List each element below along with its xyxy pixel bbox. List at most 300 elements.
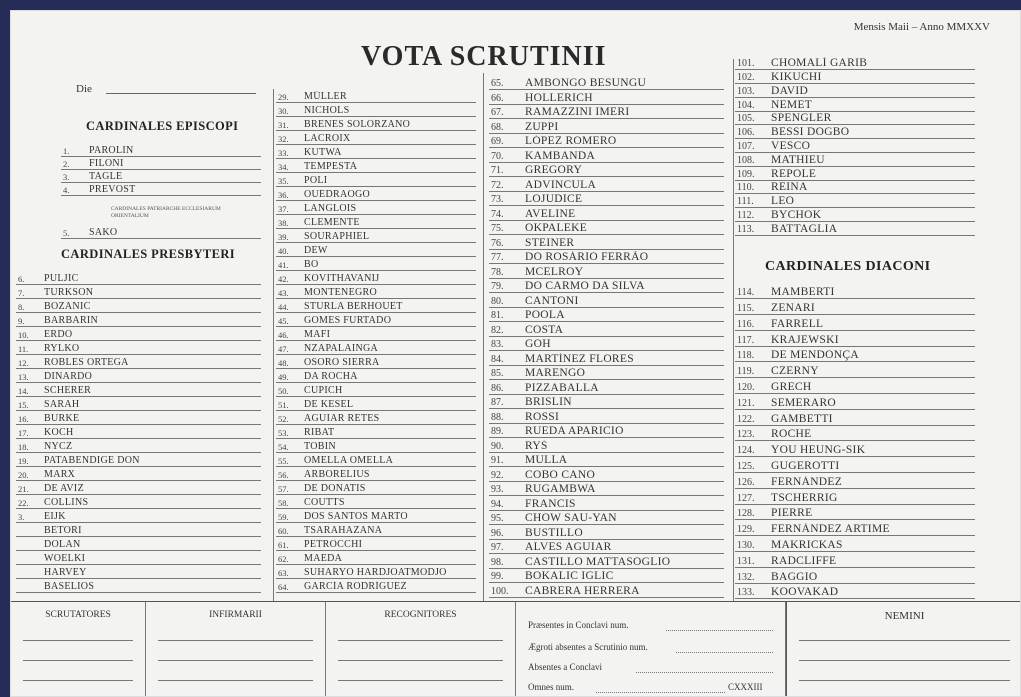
row-number: 14. — [18, 386, 29, 396]
cardinal-name: MULLA — [525, 454, 568, 467]
cardinal-name: OKPALEKE — [525, 222, 588, 235]
row-number: 65. — [491, 78, 504, 90]
cardinal-name: LÓPEZ ROMERO — [525, 135, 617, 148]
cardinal-name: DEW — [304, 245, 328, 256]
signature-line[interactable] — [799, 640, 1010, 641]
cardinal-name: CABRERA HERRERA — [525, 584, 640, 597]
cardinal-name: BASELIOS — [44, 581, 95, 592]
row-number: 72. — [491, 179, 504, 191]
signature-line[interactable] — [23, 640, 133, 641]
list-row[interactable] — [735, 424, 975, 441]
cardinal-name: POOLA — [525, 309, 565, 322]
cardinal-name: TSARAHAZANA — [304, 525, 383, 536]
row-number: 3. — [63, 172, 70, 182]
cardinal-name: AGUIAR RETES — [304, 413, 380, 424]
cardinal-name: CUPICH — [304, 385, 343, 396]
row-number: 130. — [737, 539, 755, 551]
patriarch-note: CARDINALES PATRIARCHE ECCLESIARUM ORIENTALIUM — [111, 206, 221, 219]
row-number: 125. — [737, 460, 755, 472]
row-number: 18. — [18, 442, 29, 452]
list-row[interactable] — [735, 503, 975, 520]
list-row[interactable] — [735, 456, 975, 473]
row-number: 47. — [278, 344, 289, 354]
cardinal-name: COSTA — [525, 323, 564, 336]
cardinal-name: WOELKI — [44, 553, 86, 564]
row-number: 17. — [18, 428, 29, 438]
cardinal-name: TURKSON — [44, 287, 94, 298]
cardinal-name: REINA — [771, 181, 808, 194]
cardinal-name: GAMBETTI — [771, 412, 833, 425]
cardinal-name: NEMET — [771, 98, 813, 111]
row-number: 69. — [491, 136, 504, 148]
row-number: 131. — [737, 555, 755, 567]
row-number: 78. — [491, 266, 504, 278]
row-number: 45. — [278, 316, 289, 326]
row-number: 53. — [278, 428, 289, 438]
row-number: 129. — [737, 524, 755, 536]
aegroti-label: Ægroti absentes a Scrutinio num. — [528, 642, 648, 652]
row-number: 66. — [491, 92, 504, 104]
cardinal-name: RAMAZZINI IMERI — [525, 106, 630, 119]
cardinal-name: CHOW SAU-YAN — [525, 512, 617, 525]
cardinal-name: AVELINE — [525, 207, 576, 220]
cardinal-name: HARVEY — [44, 567, 87, 578]
cardinal-name: MAKRICKAS — [771, 538, 843, 551]
signature-line[interactable] — [158, 660, 313, 661]
cardinal-name: KRAJEWSKI — [771, 333, 839, 346]
row-number: 99. — [491, 571, 504, 583]
recognitores-label: RECOGNITORES — [384, 610, 457, 620]
cardinal-name: FERNÁNDEZ — [771, 475, 843, 488]
cardinal-name: BARBARIN — [44, 315, 99, 326]
row-number: 21. — [18, 484, 29, 494]
cardinal-name: PIERRE — [771, 507, 813, 520]
row-number: 101. — [737, 58, 755, 70]
row-number: 119. — [737, 366, 755, 378]
row-number: 100. — [491, 585, 509, 597]
row-number: 111. — [737, 196, 754, 208]
row-number: 62. — [278, 554, 289, 564]
cardinal-name: MAMBERTI — [771, 286, 835, 299]
row-number: 9. — [18, 316, 25, 326]
cardinal-name: ADVINCULA — [525, 178, 597, 191]
cardinal-name: CANTONI — [525, 294, 579, 307]
cardinal-name: BETORI — [44, 525, 82, 536]
cardinal-name: EIJK — [44, 511, 66, 522]
infirmarii-box — [146, 602, 326, 697]
cardinal-name: DE MENDONÇA — [771, 349, 859, 362]
aegroti-field[interactable] — [676, 652, 773, 653]
row-number: 55. — [278, 456, 289, 466]
row-number: 36. — [278, 190, 289, 200]
cardinal-name: YOU HEUNG-SIK — [771, 444, 866, 457]
cardinal-name: MÜLLER — [304, 91, 347, 102]
cardinal-name: PULJIĆ — [44, 273, 79, 284]
cardinal-name: PETROCCHI — [304, 539, 363, 550]
row-number: 67. — [491, 107, 504, 119]
row-number: 48. — [278, 358, 289, 368]
row-number: 11. — [18, 344, 29, 354]
column-1 — [18, 11, 261, 601]
cardinal-name: MARENGO — [525, 367, 586, 380]
cardinal-name: SAKO — [89, 227, 118, 238]
list-row[interactable] — [735, 582, 975, 599]
row-number: 61. — [278, 540, 289, 550]
cardinal-name: BOKALIC IGLIC — [525, 570, 614, 583]
row-number: 122. — [737, 413, 755, 425]
cardinal-name: LEO — [771, 195, 795, 208]
row-number: 110. — [737, 182, 755, 194]
row-number: 38. — [278, 218, 289, 228]
cardinal-name: ZENARI — [771, 301, 815, 314]
cardinal-name: COLLINS — [44, 497, 89, 508]
cardinal-name: DO ROSÁRIO FERRÃO — [525, 251, 649, 264]
cardinal-name: TOBIN — [304, 441, 336, 452]
cardinal-name: SARAH — [44, 399, 80, 410]
recognitores-box — [326, 602, 516, 697]
row-number: 80. — [491, 295, 504, 307]
row-number: 7. — [18, 288, 25, 298]
signature-line[interactable] — [158, 640, 313, 641]
row-number: 128. — [737, 508, 755, 520]
list-row[interactable] — [735, 298, 975, 315]
column-4 — [735, 11, 975, 601]
row-number: 133. — [737, 587, 755, 599]
cardinal-name: COUTTS — [304, 497, 345, 508]
row-number: 12. — [18, 358, 29, 368]
cardinal-name: SPENGLER — [771, 112, 832, 125]
row-number: 95. — [491, 513, 504, 525]
row-number: 2. — [63, 159, 70, 169]
cardinal-name: PIZZABALLA — [525, 381, 599, 394]
cardinal-name: BRISLIN — [525, 396, 572, 409]
row-number: 56. — [278, 470, 289, 480]
list-row[interactable] — [276, 577, 476, 593]
row-number: 43. — [278, 288, 289, 298]
cardinal-name: GOMES FURTADO — [304, 315, 392, 326]
row-number: 96. — [491, 527, 504, 539]
row-number: 104. — [737, 99, 755, 111]
diaconi-heading: CARDINALES DIACONI — [765, 259, 931, 274]
cardinal-name: BOZANIĆ — [44, 301, 91, 312]
cardinal-name: MATHIEU — [771, 153, 825, 166]
list-row[interactable] — [735, 393, 975, 410]
row-number: 115. — [737, 302, 755, 314]
row-number: 84. — [491, 353, 504, 365]
row-number: 39. — [278, 232, 289, 242]
row-number: 132. — [737, 571, 755, 583]
tally-box — [516, 602, 786, 697]
month-year: Mensis Maii – Anno MMXXV — [853, 21, 990, 33]
row-number: 124. — [737, 445, 755, 457]
row-number: 30. — [278, 106, 289, 116]
list-row[interactable] — [489, 581, 724, 598]
cardinal-name: BUSTILLO — [525, 526, 583, 539]
cardinal-name: ALVES AGUIAR — [525, 541, 612, 554]
row-number: 29. — [278, 92, 289, 102]
row-number: 54. — [278, 442, 289, 452]
list-row[interactable] — [735, 487, 975, 504]
list-row[interactable] — [735, 472, 975, 489]
signature-line[interactable] — [799, 680, 1010, 681]
cardinal-name: SOURAPHIEL — [304, 231, 370, 242]
row-number: 22. — [18, 498, 29, 508]
cardinal-name: CASTILLO MATTASOGLIO — [525, 555, 671, 568]
cardinal-name: BESSI DOGBO — [771, 126, 850, 139]
row-number: 15. — [18, 400, 29, 410]
row-number: 127. — [737, 492, 755, 504]
row-number: 13. — [18, 372, 29, 382]
row-number: 91. — [491, 455, 504, 467]
row-number: 1. — [63, 146, 70, 156]
nemini-box — [786, 602, 1021, 697]
cardinal-name: RIBAT — [304, 427, 335, 438]
row-number: 105. — [737, 113, 755, 125]
list-row[interactable] — [735, 219, 975, 236]
row-number: 107. — [737, 140, 755, 152]
cardinal-name: ERDŐ — [44, 329, 73, 340]
row-number: 86. — [491, 382, 504, 394]
cardinal-name: PAROLIN — [89, 145, 134, 156]
cardinal-name: GUGEROTTI — [771, 459, 840, 472]
list-row[interactable] — [735, 377, 975, 394]
page-title: VOTA SCRUTINII — [361, 41, 607, 72]
row-number: 90. — [491, 440, 504, 452]
cardinal-name: RYLKO — [44, 343, 80, 354]
list-row[interactable] — [61, 223, 261, 239]
list-row[interactable] — [735, 566, 975, 583]
nemini-label: NEMINI — [884, 610, 925, 622]
cardinal-name: BYCHOK — [771, 208, 822, 221]
row-number: 31. — [278, 120, 289, 130]
row-number: 71. — [491, 165, 504, 177]
cardinal-name: NYCZ — [44, 441, 73, 452]
absentes-field[interactable] — [636, 672, 773, 673]
row-number: 40. — [278, 246, 289, 256]
cardinal-name: DE AVIZ — [44, 483, 84, 494]
row-number: 5. — [63, 228, 70, 238]
cardinal-name: GRECH — [771, 380, 812, 393]
row-number: 88. — [491, 411, 504, 423]
presbyteri-heading: CARDINALES PRESBYTERI — [61, 247, 236, 261]
row-number: 41. — [278, 260, 289, 270]
row-number: 92. — [491, 469, 504, 481]
row-number: 120. — [737, 381, 755, 393]
omnes-field[interactable] — [596, 692, 725, 693]
cardinal-name: PATABENDIGE DON — [44, 455, 140, 466]
cardinal-name: DOLAN — [44, 539, 81, 550]
cardinal-name: HOLLERICH — [525, 91, 593, 104]
signature-line[interactable] — [23, 660, 133, 661]
list-row[interactable] — [735, 329, 975, 346]
list-row[interactable] — [735, 314, 975, 331]
cardinal-name: NICHOLS — [304, 105, 350, 116]
cardinal-name: CHOMALÍ GARIB — [771, 57, 868, 70]
row-number: 74. — [491, 208, 504, 220]
row-number: 94. — [491, 498, 504, 510]
cardinal-name: FRANCIS — [525, 497, 576, 510]
row-number: 97. — [491, 542, 504, 554]
infirmarii-label: INFIRMARII — [209, 610, 262, 620]
cardinal-name: LOJUDICE — [525, 193, 583, 206]
cardinal-name: RUEDA APARICIO — [525, 425, 624, 438]
row-number: 108. — [737, 154, 755, 166]
cardinal-name: OSORO SIERRA — [304, 357, 380, 368]
row-number: 118. — [737, 350, 755, 362]
cardinal-name: ARBORELIUS — [304, 469, 370, 480]
row-number: 57. — [278, 484, 289, 494]
cardinal-name: SUHARYO HARDJOATMODJO — [304, 567, 447, 578]
divider — [483, 73, 484, 601]
cardinal-name: FERNÁNDEZ ARTIME — [771, 523, 890, 536]
row-number: 51. — [278, 400, 289, 410]
signature-line[interactable] — [338, 680, 503, 681]
cardinal-name: DA ROCHA — [304, 371, 358, 382]
cardinal-name: MARTÍNEZ FLORES — [525, 352, 634, 365]
cardinal-name: REPOLE — [771, 167, 817, 180]
cardinal-name: BRENES SOLÓRZANO — [304, 119, 411, 130]
signature-line[interactable] — [799, 660, 1010, 661]
cardinal-name: DAVID — [771, 84, 809, 97]
list-row[interactable] — [735, 535, 975, 552]
list-row[interactable] — [735, 519, 975, 536]
cardinal-name: BAGGIO — [771, 570, 818, 583]
row-number: 82. — [491, 324, 504, 336]
row-number: 87. — [491, 397, 504, 409]
cardinal-name: DINARDO — [44, 371, 93, 382]
row-number: 121. — [737, 397, 755, 409]
row-number: 113. — [737, 223, 755, 235]
row-number: 20. — [18, 470, 29, 480]
row-number: 109. — [737, 168, 755, 180]
row-number: 46. — [278, 330, 289, 340]
cardinal-name: DE KESEL — [304, 399, 354, 410]
cardinal-name: NZAPALAINGA — [304, 343, 379, 354]
cardinal-name: DO CARMO DA SILVA — [525, 280, 645, 293]
list-row[interactable] — [735, 551, 975, 568]
row-number: 102. — [737, 71, 755, 83]
cardinal-name: ROBLES ORTEGA — [44, 357, 129, 368]
presentes-field[interactable] — [666, 630, 773, 631]
list-row[interactable] — [61, 180, 261, 196]
cardinal-name: RUGAMBWA — [525, 483, 596, 496]
cardinal-name: KOVITHAVANIJ — [304, 273, 380, 284]
omnes-label: Omnes num. — [528, 682, 574, 692]
cardinal-name: STEINER — [525, 236, 575, 249]
signature-line[interactable] — [338, 660, 503, 661]
ballot-sheet — [10, 10, 1021, 697]
row-number: 68. — [491, 121, 504, 133]
row-number: 32. — [278, 134, 289, 144]
cardinal-name: KUTWA — [304, 147, 342, 158]
row-number: 35. — [278, 176, 289, 186]
cardinal-name: ROCHE — [771, 428, 812, 441]
row-number: 77. — [491, 252, 504, 264]
row-number: 50. — [278, 386, 289, 396]
row-number: 4. — [63, 185, 70, 195]
row-number: 70. — [491, 150, 504, 162]
cardinal-name: SCHERER — [44, 385, 92, 396]
cardinal-name: BATTAGLIA — [771, 222, 838, 235]
cardinal-name: AMBONGO BESUNGU — [525, 77, 647, 90]
cardinal-name: SEMERARO — [771, 396, 837, 409]
row-number: 98. — [491, 556, 504, 568]
row-number: 42. — [278, 274, 289, 284]
list-row[interactable] — [735, 361, 975, 378]
row-number: 112. — [737, 209, 755, 221]
cardinal-name: MARX — [44, 469, 76, 480]
row-number: 123. — [737, 429, 755, 441]
list-row[interactable] — [735, 345, 975, 362]
cardinal-name: DE DONATIS — [304, 483, 366, 494]
signature-line[interactable] — [158, 680, 313, 681]
row-number: 37. — [278, 204, 289, 214]
cardinal-name: MAEDA — [304, 553, 343, 564]
row-number: 63. — [278, 568, 289, 578]
list-row[interactable] — [735, 440, 975, 457]
cardinal-name: VESCO — [771, 139, 811, 152]
cardinal-name: MONTENEGRO — [304, 287, 377, 298]
cardinal-name: LACROIX — [304, 133, 351, 144]
cardinal-name: BO — [304, 259, 319, 270]
row-number: 89. — [491, 426, 504, 438]
cardinal-name: TSCHERRIG — [771, 491, 838, 504]
row-number: 10. — [18, 330, 29, 340]
presentes-label: Præsentes in Conclavi num. — [528, 620, 629, 630]
row-number: 75. — [491, 223, 504, 235]
row-number: 52. — [278, 414, 289, 424]
row-number: 44. — [278, 302, 289, 312]
signature-line[interactable] — [338, 640, 503, 641]
cardinal-name: OMELLA OMELLA — [304, 455, 394, 466]
cardinal-name: BURKE — [44, 413, 80, 424]
row-number: 83. — [491, 339, 504, 351]
cardinal-name: GREGORY — [525, 164, 583, 177]
list-row[interactable] — [735, 408, 975, 425]
row-number: 8. — [18, 302, 25, 312]
cardinal-name: KIKUCHI — [771, 70, 822, 83]
cardinal-name: KAMBANDA — [525, 149, 596, 162]
cardinal-name: COBO CANO — [525, 468, 596, 481]
list-row[interactable] — [16, 577, 261, 593]
row-number: 33. — [278, 148, 289, 158]
row-number: 60. — [278, 526, 289, 536]
cardinal-name: OUÉDRAOGO — [304, 189, 371, 200]
cardinal-name: CLEMENTE — [304, 217, 360, 228]
cardinal-name: ZUPPI — [525, 120, 559, 133]
cardinal-name: PREVOST — [89, 184, 136, 195]
list-row[interactable] — [735, 282, 975, 299]
cardinal-name: CZERNY — [771, 365, 819, 378]
cardinal-name: LANGLOIS — [304, 203, 357, 214]
row-number: 49. — [278, 372, 289, 382]
cardinal-name: FILONI — [89, 158, 124, 169]
row-number: 117. — [737, 334, 755, 346]
omnes-value: CXXXIII — [728, 682, 763, 692]
date-label: Die — [76, 83, 92, 95]
episcopi-heading: CARDINALES EPISCOPI — [86, 119, 239, 133]
row-number: 16. — [18, 414, 29, 424]
row-number: 6. — [18, 274, 25, 284]
row-number: 85. — [491, 368, 504, 380]
row-number: 73. — [491, 194, 504, 206]
cardinal-name: KOOVAKAD — [771, 586, 839, 599]
signature-line[interactable] — [23, 680, 133, 681]
cardinal-name: MAFI — [304, 329, 331, 340]
footer-area — [11, 601, 1021, 697]
divider — [733, 59, 734, 601]
cardinal-name: GARCÍA RODRÍGUEZ — [304, 581, 407, 592]
